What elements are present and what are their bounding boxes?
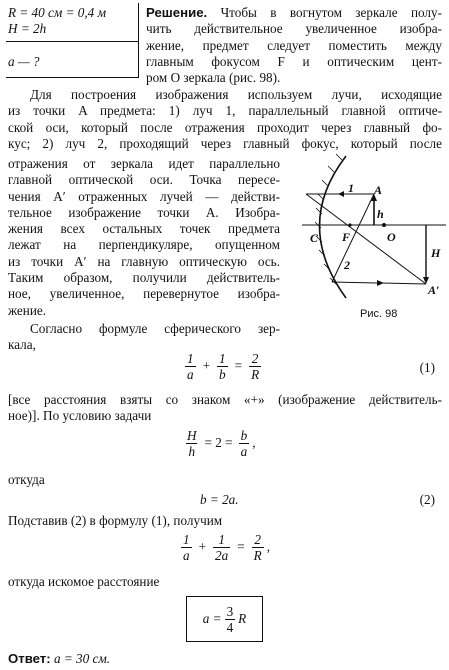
equation-3 (178, 532, 270, 563)
find-line: a — ? (8, 54, 40, 69)
eq1-plus: + (202, 358, 211, 374)
eq1-den1: a (187, 367, 194, 382)
point-F (348, 223, 351, 226)
eq1-num3: 2 (251, 351, 259, 366)
cond-end: , (252, 435, 256, 451)
point-O (382, 223, 386, 227)
given-line-1: R = 40 см = 0,4 м (8, 5, 106, 20)
cond-num1: H (187, 428, 197, 443)
eq3-den3: R (253, 548, 262, 563)
bracket-line-2: ное)]. По условию задачи (8, 408, 152, 424)
boxed-result (186, 596, 263, 642)
eq1-den3: R (251, 367, 260, 382)
label-ray-2: 2 (344, 258, 350, 272)
para3-line-6: лежат на перпендикуляре, опущенном (8, 237, 280, 253)
eq1-den2: b (219, 367, 226, 382)
eq3-den2: 2a (215, 548, 229, 563)
label-A-prime: A′ (428, 283, 440, 297)
para3-line-9: ное, увеличенное, перевернутое изобра- (8, 286, 280, 302)
label-H: H (431, 246, 441, 260)
answer-value: a = 30 см. (53, 651, 111, 666)
label-ray-1: 1 (348, 181, 354, 195)
para3-line-7: из точки A′ на главную оптическую ось. (8, 253, 280, 269)
para4-line-2: кала, (8, 337, 36, 353)
cond-mid: = 2 = (204, 435, 233, 451)
para3-line-1: отражения от зеркала идет параллельно (8, 156, 280, 171)
otkuda-2: откуда искомое расстояние (8, 574, 160, 589)
otkuda-1: откуда (8, 472, 45, 487)
paragraph-rays (8, 87, 442, 152)
intro-line-2: чить действительное увеличенное изобра- (146, 21, 442, 37)
para3-line-5: жения всех остальных точек предмета (8, 221, 280, 237)
intro-line-4: главным фокусом F и оптическим цент- (146, 53, 442, 69)
ray-2-arrowhead (377, 280, 384, 286)
eq3-equals: = (237, 539, 245, 555)
solution-label: Решение. (146, 5, 208, 20)
solution-intro (146, 5, 442, 86)
eq1-num2: 1 (219, 351, 226, 366)
eq3-plus: + (198, 539, 207, 555)
eq3-num3: 2 (254, 532, 261, 547)
label-h: h (377, 207, 384, 221)
answer-label: Ответ: (8, 651, 51, 666)
eq3-num2: 1 (218, 532, 225, 547)
mirror-arc (320, 156, 347, 298)
eq3-end: , (266, 539, 271, 555)
eq1-equals: = (234, 358, 243, 374)
find-underline (6, 77, 139, 78)
para3-line-4: тельное изображение точки A. Изобра- (8, 204, 280, 220)
figure-caption: Рис. 98 (360, 308, 398, 320)
cond-den1: h (188, 444, 196, 459)
ray-2-incident (332, 194, 374, 282)
para3-line-2: главной оптической оси. Точка пересе- (8, 172, 280, 188)
intro-line-5: ром O зеркала (рис. 98). (146, 70, 281, 86)
equation-1 (182, 351, 264, 382)
boxed-den: 4 (226, 619, 234, 635)
equation-1-number: (1) (419, 360, 435, 375)
para3-line-10: жение. (8, 302, 47, 318)
boxed-rhs: R (238, 610, 247, 626)
condition-equation (182, 428, 255, 459)
boxed-lhs: a = (202, 610, 222, 626)
substitute-line: Подставив (2) в формулу (1), получим (8, 513, 223, 528)
para3-line-3: чения A′ отраженных лучей — действи- (8, 188, 280, 204)
label-C: C (310, 231, 319, 245)
para2-line-1: Для построения изображения используем лучи, исходящие (30, 87, 442, 102)
bracket-line-1: [все расстояния взяты со знаком «+» (изображение действитель- (8, 392, 442, 407)
answer-line (8, 651, 110, 667)
para2-line-3: ской оси, который после отражения проходит через главный фо- (8, 119, 442, 135)
eq3-den1: a (183, 548, 190, 563)
boxed-num: 3 (226, 603, 234, 619)
cond-den2: a (240, 444, 248, 459)
paragraph-image (8, 156, 280, 354)
given-divider (6, 41, 138, 42)
para2-line-4: кус; 2) луч 2, проходящий через главный фокус, который после (8, 135, 442, 151)
ray-1-arrowhead (338, 191, 344, 197)
para2-line-2: из точки A предмета: 1) луч 1, параллельный главной оптиче- (8, 103, 442, 119)
label-O: O (387, 230, 396, 244)
ray-1-reflected (306, 194, 426, 284)
figure-98 (288, 150, 448, 325)
given-line-2: H = 2h (8, 21, 47, 36)
mirror-diagram (288, 150, 448, 300)
equation-2: b = 2a. (200, 492, 239, 507)
eq1-num1: 1 (187, 351, 194, 366)
intro-line-1: Чтобы в вогнутом зеркале полу- (220, 5, 442, 20)
label-F: F (342, 230, 351, 244)
equation-2-number: (2) (419, 492, 435, 507)
given-separator (138, 3, 139, 78)
cond-num2: b (240, 428, 248, 443)
para3-line-8: Таким образом, получили действитель- (8, 270, 280, 286)
para4-line-1: Согласно формуле сферического зер- (30, 320, 280, 336)
eq3-num1: 1 (183, 532, 190, 547)
label-A: A (374, 183, 383, 197)
intro-line-3: жение, предмет следует поместить между (146, 37, 442, 53)
bracket-note (8, 392, 442, 425)
